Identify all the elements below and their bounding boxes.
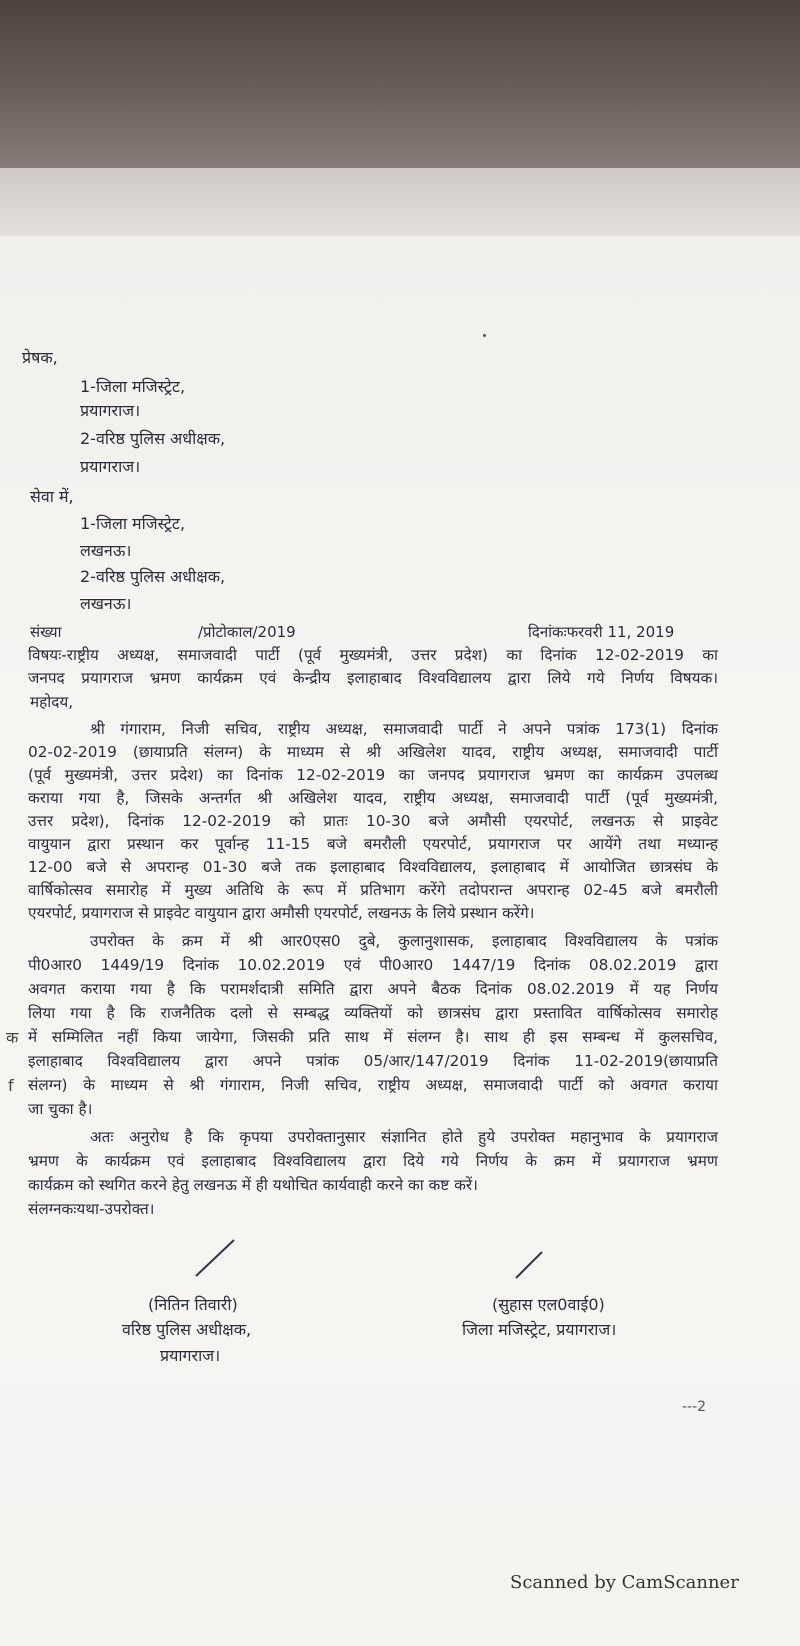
page-continuation-marker: ---2: [682, 1399, 707, 1415]
para1-line-2: 02-02-2019 (छायाप्रति संलग्न) के माध्यम से श्री अखिलेश यादव, राष्ट्रीय अध्यक्ष, समाजवादी पार्टी: [28, 743, 718, 761]
recipient-line-2: लखनऊ।: [80, 541, 132, 560]
para1-line-6: वायुयान द्वारा प्रस्थान कर पूर्वान्ह 11-15 बजे बमरौली एयरपोर्ट, प्रयागराज पर आयेंगे तथा मध्यान्ह: [28, 835, 718, 853]
subject-line-1: विषयः-राष्ट्रीय अध्यक्ष, समाजवादी पार्टी (पूर्व मुख्यमंत्री, उत्तर प्रदेश) का दिनांक 12-02-2019 का: [28, 646, 718, 664]
para2-line-6: इलाहाबाद विश्वविद्यालय द्वारा अपने पत्रांक 05/आर/147/2019 दिनांक 11-02-2019(छायाप्रति: [28, 1052, 718, 1070]
recipient-line-1: 1-जिला मजिस्ट्रेट,: [80, 514, 186, 533]
sender-line-1: 1-जिला मजिस्ट्रेट,: [80, 377, 186, 396]
reference-number: /प्रोटोकाल/2019: [198, 623, 296, 641]
para3-line-2: भ्रमण के कार्यक्रम एवं इलाहाबाद विश्वविद्यालय द्वारा दिये गये निर्णय के क्रम में प्रयागराज भ्रमण: [28, 1152, 718, 1170]
sender-line-2: प्रयागराज।: [80, 401, 141, 420]
signatory-left-place: प्रयागराज।: [160, 1346, 221, 1365]
para2-line-2: पी0आर0 1449/19 दिनांक 10.02.2019 एवं पी0आर0 1447/19 दिनांक 08.02.2019 द्वारा: [28, 956, 718, 974]
sender-line-3: 2-वरिष्ठ पुलिस अधीक्षक,: [80, 429, 226, 448]
background-tray: [0, 168, 800, 238]
reference-label: संख्या: [30, 623, 62, 641]
para1-line-4: कराया गया है, जिसके अन्तर्गत श्री अखिलेश यादव, राष्ट्रीय अध्यक्ष, समाजवादी पार्टी (पूर्व मुख्यमंत्री,: [28, 789, 718, 807]
sender-label: प्रेषक,: [22, 348, 58, 367]
signatory-right-title: जिला मजिस्ट्रेट, प्रयागराज।: [462, 1320, 617, 1339]
salutation: महोदय,: [30, 693, 74, 711]
para2-line-5: में सम्मिलित नहीं किया जायेगा, जिसकी प्रति साथ में संलग्न है। साथ ही इस सम्बन्ध में कुलसचिव,: [28, 1028, 718, 1046]
background-wall: [0, 0, 800, 175]
recipient-line-3: 2-वरिष्ठ पुलिस अधीक्षक,: [80, 567, 226, 586]
signature-mark-left: [190, 1236, 240, 1280]
para1-line-5: उत्तर प्रदेश), दिनांक 12-02-2019 को प्रातः 10-30 बजे अमौसी एयरपोर्ट, लखनऊ से प्राइवेट: [28, 812, 718, 830]
para1-line-7: 12-00 बजे से अपरान्ह 01-30 बजे तक इलाहाबाद विश्वविद्यालय, इलाहाबाद में आयोजित छात्रसंघ के: [28, 858, 718, 876]
para1-line-9: एयरपोर्ट, प्रयागराज से प्राइवेट वायुयान द्वारा अमौसी एयरपोर्ट, लखनऊ के लिये प्रस्थान करेंगे।: [28, 904, 535, 922]
sender-line-4: प्रयागराज।: [80, 457, 141, 476]
signatory-left-title: वरिष्ठ पुलिस अधीक्षक,: [122, 1320, 252, 1339]
letter-date: दिनांकःफरवरी 11, 2019: [528, 623, 675, 641]
signatory-right-name: (सुहास एल0वाई0): [492, 1295, 605, 1314]
para2-line-8: जा चुका है।: [28, 1100, 93, 1118]
para2-line-3: अवगत कराया गया है कि परामर्शदात्री समिति द्वारा अपने बैठक दिनांक 08.02.2019 में यह निर्णय: [28, 980, 718, 998]
para3-line-3: कार्यक्रम को स्थगित करने हेतु लखनऊ में ही यथोचित कार्यवाही करने का कष्ट करें।: [28, 1176, 478, 1194]
margin-mark: f: [8, 1076, 14, 1095]
camscanner-watermark: Scanned by CamScanner: [510, 1572, 739, 1593]
para1-line-8: वार्षिकोत्सव समारोह में मुख्य अतिथि के रूप में प्रतिभाग करेंगे तदोपरान्त अपरान्ह 02-45 बजे बमरौली: [28, 881, 718, 899]
recipient-label: सेवा में,: [30, 487, 74, 506]
recipient-line-4: लखनऊ।: [80, 594, 132, 613]
para2-line-4: लिया गया है कि राजनैतिक दलो से सम्बद्ध व्यक्तियों को छात्रसंघ द्वारा प्रस्तावित वार्षिकोत्सव समारोह: [28, 1004, 718, 1022]
signature-mark-right: [508, 1248, 548, 1284]
speck: [483, 334, 486, 337]
para1-line-1: श्री गंगाराम, निजी सचिव, राष्ट्रीय अध्यक्ष, समाजवादी पार्टी ने अपने पत्रांक 173(1) दिनांक: [90, 720, 718, 738]
letter-page: [0, 236, 800, 1646]
subject-line-2: जनपद प्रयागराज भ्रमण कार्यक्रम एवं केन्द्रीय इलाहाबाद विश्वविद्यालय द्वारा लिये गये निर्णय विषयक।: [28, 669, 718, 687]
margin-mark: क: [6, 1028, 19, 1047]
para2-line-1: उपरोक्त के क्रम में श्री आर0एस0 दुबे, कुलानुशासक, इलाहाबाद विश्वविद्यालय के पत्रांक: [90, 932, 718, 950]
para1-line-3: (पूर्व मुख्यमंत्री, उत्तर प्रदेश) का दिनांक 12-02-2019 का जनपद प्रयागराज भ्रमण का कार्यक्रम उपलब्ध: [28, 766, 718, 784]
signatory-left-name: (नितिन तिवारी): [148, 1295, 238, 1314]
para2-line-7: संलग्न) के माध्यम से श्री गंगाराम, निजी सचिव, राष्ट्रीय अध्यक्ष, समाजवादी पार्टी को अवगत कराया: [28, 1076, 718, 1094]
enclosure-note: संलग्नकःयथा-उपरोक्त।: [28, 1200, 155, 1218]
para3-line-1: अतः अनुरोध है कि कृपया उपरोक्तानुसार संज्ञानित होते हुये उपरोक्त महानुभाव के प्रयागराज: [90, 1128, 718, 1146]
